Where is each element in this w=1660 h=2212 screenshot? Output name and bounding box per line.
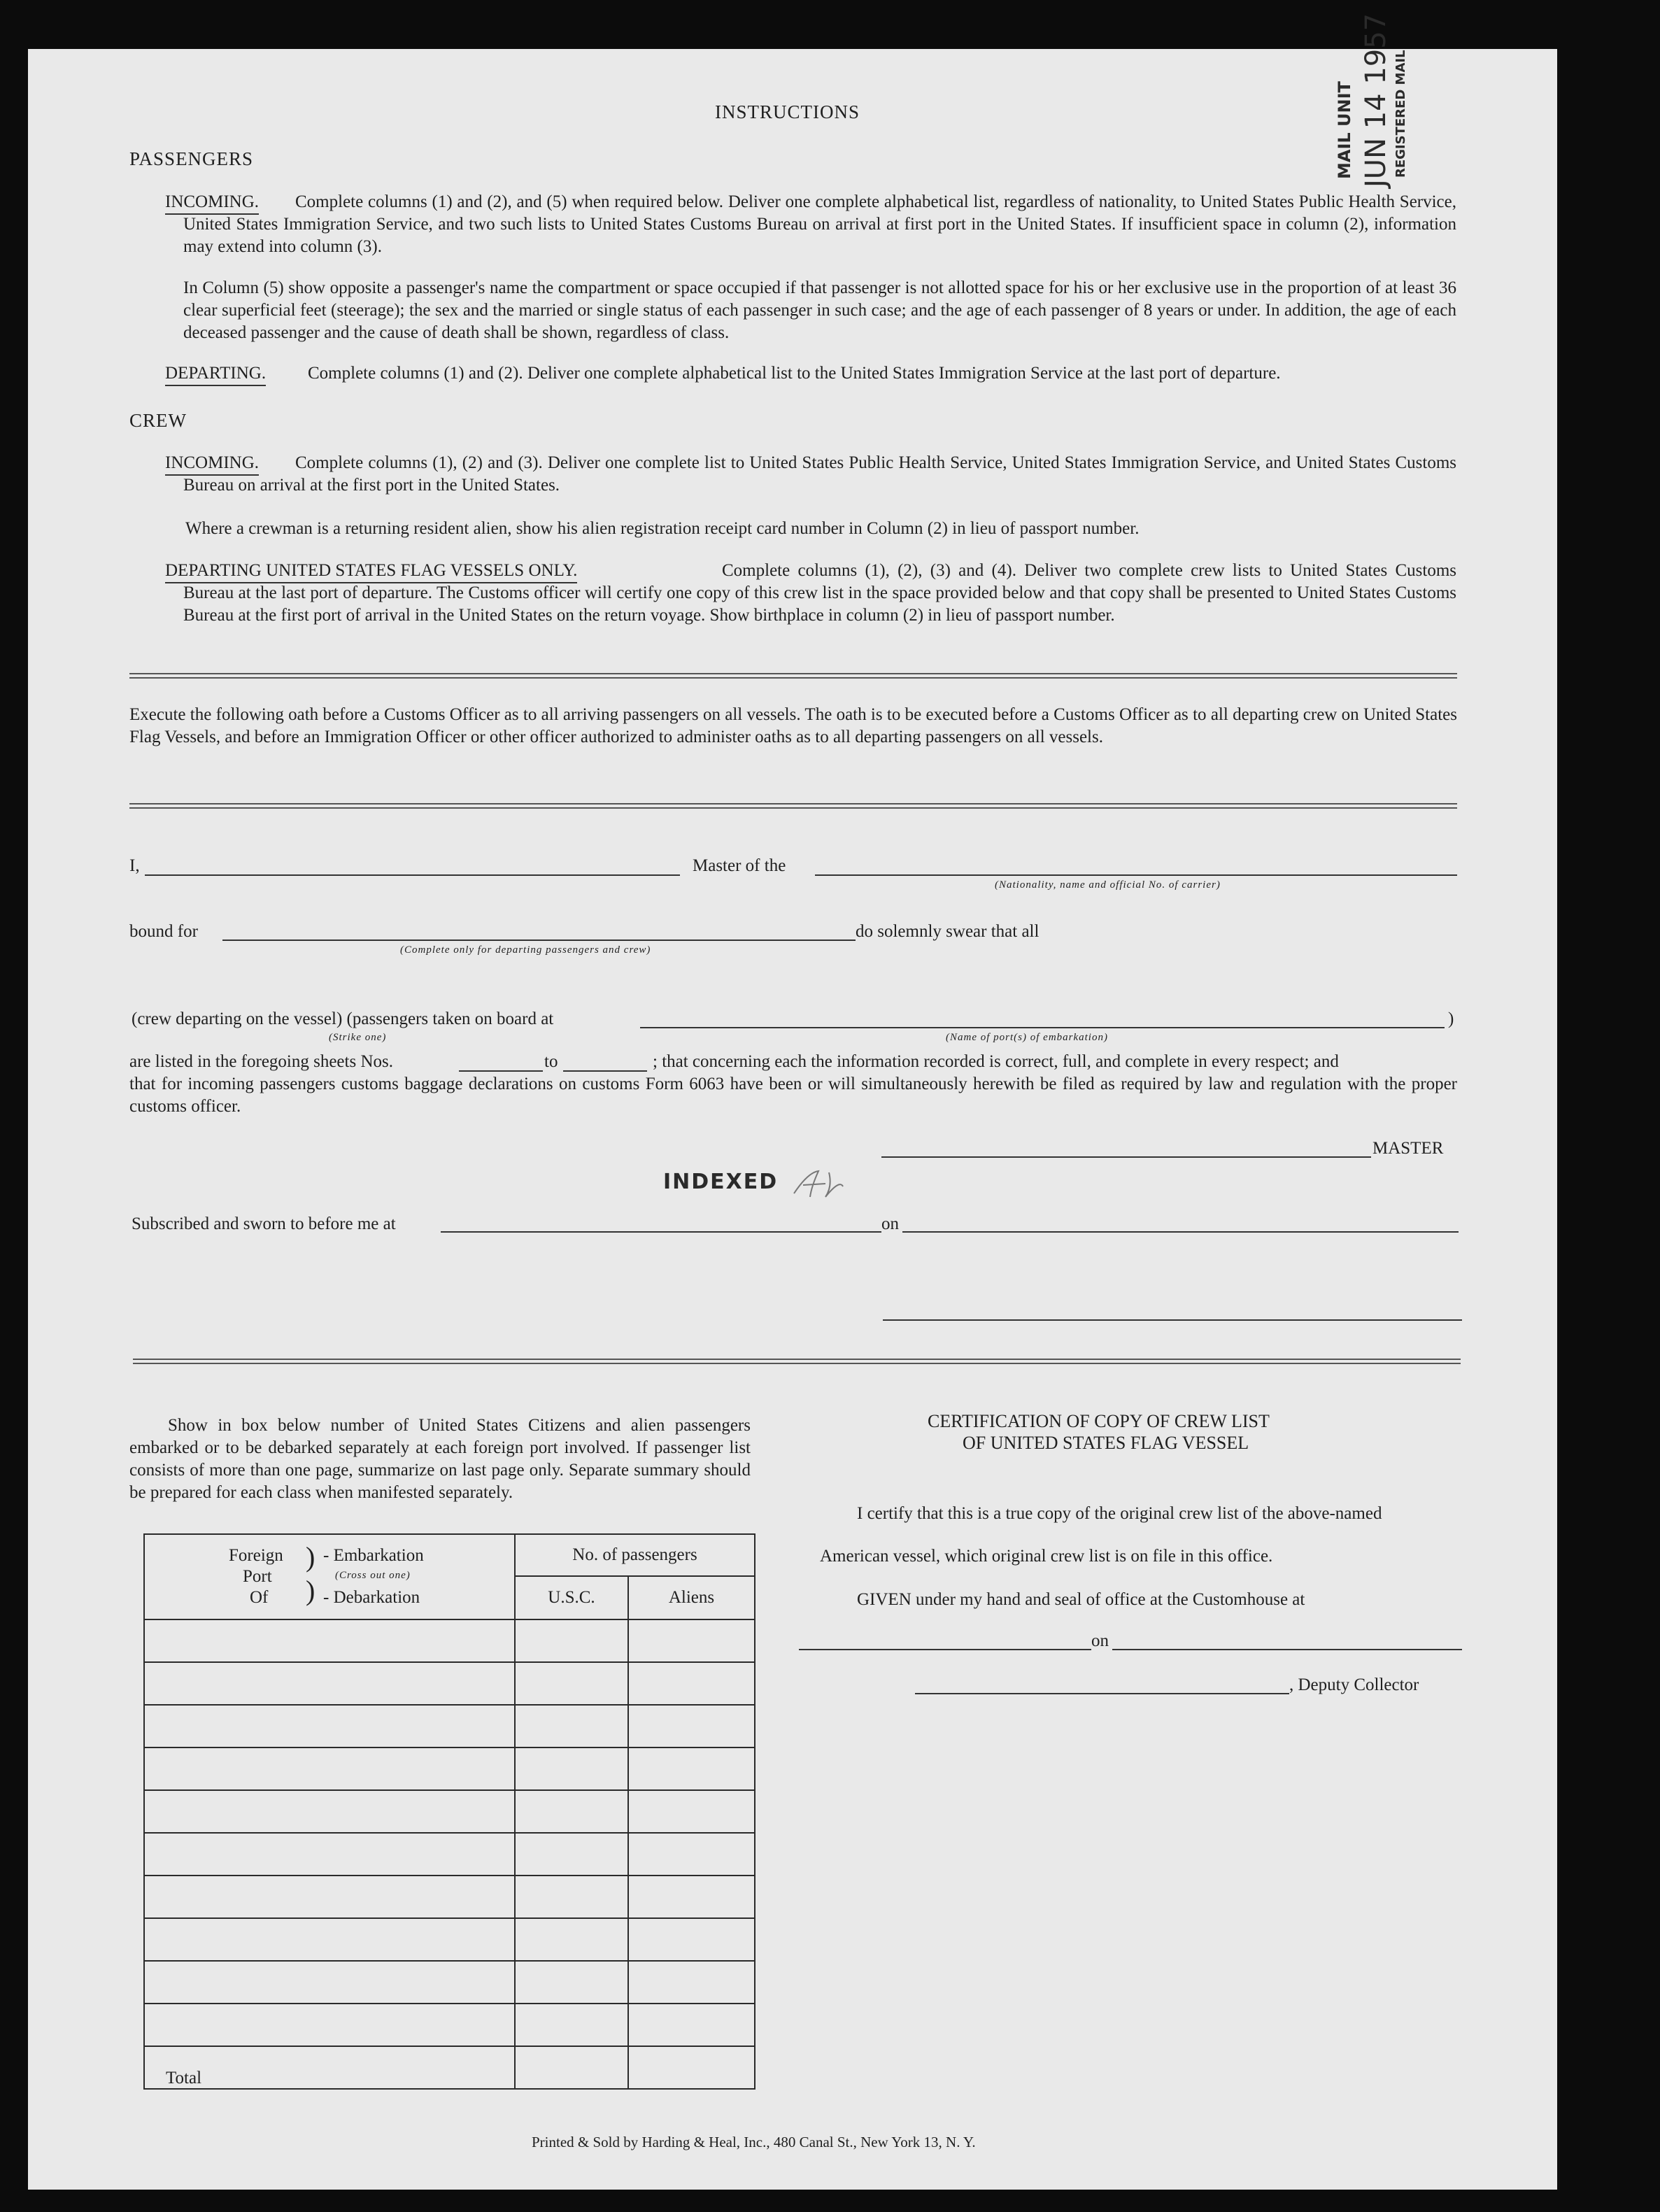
total-row <box>144 2046 755 2089</box>
port-cell[interactable] <box>144 1833 515 1876</box>
carrier-line[interactable] <box>815 874 1457 876</box>
table-row <box>144 1918 755 1961</box>
listed-rest: that for incoming passengers customs baggage declarations on customs Form 6063 have been or will simultaneously herewith be filed as required by law and regulation with the proper customs officer. <box>129 1075 1457 1116</box>
aliens-cell[interactable] <box>628 1705 755 1747</box>
table-row <box>144 1619 755 1662</box>
usc-cell[interactable] <box>515 1662 628 1705</box>
brace-top: ) <box>306 1541 315 1573</box>
swear-text: do solemnly swear that all <box>856 922 1040 941</box>
usc-cell[interactable] <box>515 2004 628 2046</box>
aliens-cell[interactable] <box>628 1662 755 1705</box>
aliens-cell[interactable] <box>628 1876 755 1918</box>
total-label: Total <box>144 2046 515 2089</box>
passengers-incoming-text: Complete columns (1) and (2), and (5) when required below. Deliver one complete alphabetical list, regardless of nationality, to United States Public Health Service, United States Immigration Service, and two such lists to United States Customs Bureau on arrival at first port in the United States. If insufficient space in column (2), information may extend into column (3). <box>183 192 1456 256</box>
crew-heading: CREW <box>129 410 187 431</box>
port-cell[interactable] <box>144 1790 515 1833</box>
port-cell[interactable] <box>144 1705 515 1747</box>
crew-departing-text: (crew departing on the vessel) (passengers taken on board at <box>132 1009 554 1028</box>
oath-intro: Execute the following oath before a Customs Officer as to all arriving passengers on all vessels. The oath is to be executed before a Customs Officer as to all departing crew on United States Flag Vessels, and before an Immigration Officer or other officer authorized to administer oaths as to all departing passengers on all vessels. <box>129 705 1457 746</box>
close-paren: ) <box>1448 1009 1454 1028</box>
port-cell[interactable] <box>144 1876 515 1918</box>
port-cell[interactable] <box>144 1619 515 1662</box>
table-row <box>144 1705 755 1747</box>
master-signature-line[interactable] <box>881 1156 1371 1158</box>
debarkation-label: - Debarkation <box>323 1588 420 1607</box>
aliens-cell[interactable] <box>628 1961 755 2004</box>
crew-incoming-label: INCOMING. <box>165 452 259 476</box>
deputy-signature-line[interactable] <box>915 1693 1289 1694</box>
usc-cell[interactable] <box>515 1918 628 1961</box>
sworn-place-line[interactable] <box>441 1231 881 1233</box>
aliens-cell[interactable] <box>628 1833 755 1876</box>
port-cell[interactable] <box>144 1918 515 1961</box>
certification-line2: American vessel, which original crew list is on file in this office. <box>820 1547 1273 1566</box>
ports-caption: (Name of port(s) of embarkation) <box>946 1032 1108 1043</box>
stamp-line-mail-unit: MAIL UNIT <box>1335 81 1354 179</box>
table-row <box>144 1833 755 1876</box>
table-row <box>144 1790 755 1833</box>
usc-cell[interactable] <box>515 1961 628 2004</box>
port-cell[interactable] <box>144 1662 515 1705</box>
certification-line1: I certify that this is a true copy of the original crew list of the above-named <box>857 1504 1382 1523</box>
oath-i-label: I, <box>129 856 140 875</box>
passengers-departing-label: DEPARTING. <box>165 362 266 386</box>
table-row <box>144 1876 755 1918</box>
passengers-column5-text: In Column (5) show opposite a passenger's name the compartment or space occupied if that passenger is not allotted space for his or her exclusive use in the proportion of at least 36 clear superficial feet (steerage); the sex and the married or single status of each passenger in such case; and the age of each passenger of 8 years or under. In addition, the age of each deceased passenger and the cause of death shall be shown, regardless of class. <box>183 278 1456 342</box>
table-row <box>144 1747 755 1790</box>
listed-suffix: ; that concerning each the information recorded is correct, full, and complete in every respect; and <box>653 1052 1339 1071</box>
crew-incoming-text: Complete columns (1), (2) and (3). Deliver one complete list to United States Public Health Service, United States Immigration Service, and United States Customs Bureau on arrival at the first port in the United States. <box>183 453 1456 495</box>
subscribed-text: Subscribed and sworn to before me at <box>132 1214 396 1233</box>
double-rule <box>133 1359 1461 1364</box>
table-row <box>144 2004 755 2046</box>
listed-prefix: are listed in the foregoing sheets Nos. <box>129 1052 393 1071</box>
of-label: Of <box>250 1588 269 1607</box>
certification-date-line[interactable] <box>1112 1649 1462 1650</box>
double-rule <box>129 673 1457 679</box>
officer-signature-line[interactable] <box>883 1319 1462 1321</box>
aliens-cell[interactable] <box>628 1918 755 1961</box>
brace-bottom: ) <box>306 1575 315 1606</box>
crew-departing-label: DEPARTING UNITED STATES FLAG VESSELS ONLY. <box>165 560 577 583</box>
foreign-port-header <box>144 1534 515 1619</box>
usc-cell[interactable] <box>515 1705 628 1747</box>
certification-title-line2: OF UNITED STATES FLAG VESSEL <box>963 1433 1249 1453</box>
cross-out-caption: (Cross out one) <box>335 1570 411 1581</box>
certification-on-word: on <box>1091 1631 1109 1650</box>
on-word: on <box>881 1214 899 1233</box>
aliens-header: Aliens <box>628 1576 755 1619</box>
certification-title-line1: CERTIFICATION OF COPY OF CREW LIST <box>928 1411 1270 1431</box>
passengers-heading: PASSENGERS <box>129 148 254 169</box>
stamp-line-date: JUN 14 1957 <box>1360 13 1392 187</box>
bound-for-label: bound for <box>129 922 198 941</box>
sheet-from-line[interactable] <box>459 1070 543 1072</box>
total-aliens-cell[interactable] <box>628 2046 755 2089</box>
master-name-line[interactable] <box>145 874 680 876</box>
usc-cell[interactable] <box>515 1790 628 1833</box>
aliens-cell[interactable] <box>628 1747 755 1790</box>
mail-unit-stamp <box>1294 13 1427 187</box>
usc-cell[interactable] <box>515 1833 628 1876</box>
sheet-to-line[interactable] <box>563 1070 647 1072</box>
table-row <box>144 1961 755 2004</box>
ports-line[interactable] <box>640 1027 1445 1028</box>
usc-cell[interactable] <box>515 1876 628 1918</box>
passengers-departing-text: Complete columns (1) and (2). Deliver one complete alphabetical list to the United States Immigration Service at the last port of departure. <box>308 364 1281 383</box>
usc-header: U.S.C. <box>515 1576 628 1619</box>
crew-resident-text: Where a crewman is a returning resident alien, show his alien registration receipt card number in Column (2) in lieu of passport number. <box>185 519 1140 538</box>
total-usc-cell[interactable] <box>515 2046 628 2089</box>
passenger-summary-table <box>143 1533 755 2090</box>
summary-instructions: Show in box below number of United States Citizens and alien passengers embarked or to be debarked separately at each foreign port involved. If passenger list consists of more than one page, summarize on last page only. Separate summary should be prepared for each class when manifested separately. <box>129 1416 751 1502</box>
port-label: Port <box>243 1567 272 1586</box>
aliens-cell[interactable] <box>628 1619 755 1662</box>
nationality-caption: (Nationality, name and official No. of carrier) <box>995 879 1221 891</box>
embarkation-label: - Embarkation <box>323 1546 424 1565</box>
bound-caption: (Complete only for departing passengers and crew) <box>400 944 651 956</box>
instructions-title: INSTRUCTIONS <box>715 101 860 122</box>
bound-for-line[interactable] <box>222 940 856 941</box>
usc-cell[interactable] <box>515 1619 628 1662</box>
certification-line3: GIVEN under my hand and seal of office at the Customhouse at <box>857 1590 1305 1609</box>
aliens-cell[interactable] <box>628 2004 755 2046</box>
crew-departing-text: Complete columns (1), (2), (3) and (4). Deliver two complete crew lists to United States Customs Bureau at the last port of departure. The Customs officer will certify one copy of this crew list in the space provided below and that copy shall be presented to United States Customs Bureau at the first port of arrival in the United States on the return voyage. Show birthplace in column (2) in lieu of passport number. <box>183 561 1456 625</box>
stamp-line-registered: REGISTERED MAIL <box>1393 50 1408 178</box>
sworn-date-line[interactable] <box>902 1231 1459 1233</box>
double-rule <box>129 803 1457 809</box>
strike-caption: (Strike one) <box>329 1032 387 1043</box>
indexed-stamp: INDEXED <box>663 1170 779 1194</box>
customhouse-line[interactable] <box>799 1649 1091 1650</box>
aliens-cell[interactable] <box>628 1790 755 1833</box>
handwritten-initials <box>790 1165 846 1200</box>
deputy-collector-label: , Deputy Collector <box>1289 1675 1419 1694</box>
master-label: MASTER <box>1372 1139 1444 1158</box>
usc-cell[interactable] <box>515 1747 628 1790</box>
passengers-incoming-label: INCOMING. <box>165 191 259 215</box>
port-cell[interactable] <box>144 1747 515 1790</box>
foreign-label: Foreign <box>229 1546 283 1565</box>
port-cell[interactable] <box>144 2004 515 2046</box>
table-row <box>144 1662 755 1705</box>
printer-footer: Printed & Sold by Harding & Heal, Inc., 480 Canal St., New York 13, N. Y. <box>532 2134 976 2150</box>
no-of-passengers-header: No. of passengers <box>515 1534 755 1576</box>
to-word: to <box>544 1052 558 1071</box>
port-cell[interactable] <box>144 1961 515 2004</box>
master-of-label: Master of the <box>693 856 786 875</box>
